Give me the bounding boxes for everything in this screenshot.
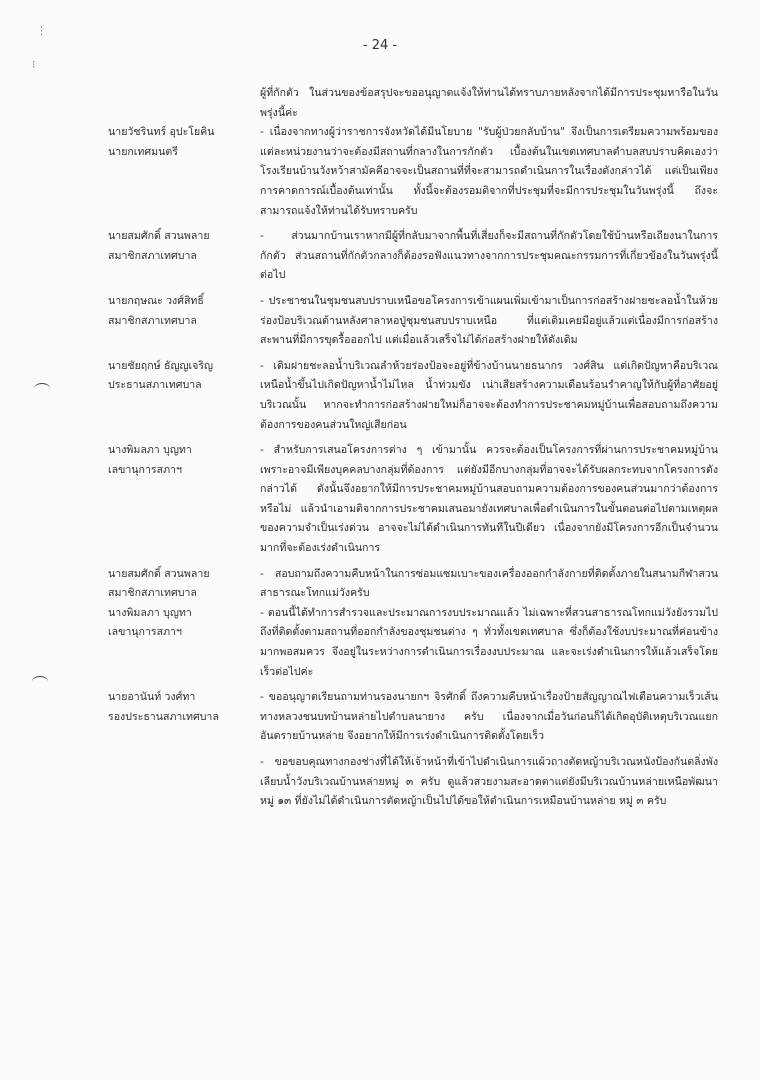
minutes-entry (108, 604, 718, 682)
speaker-position: ประธานสภาเทศบาล (108, 379, 202, 392)
speaker-position: นายกเทศมนตรี (108, 145, 178, 158)
speaker-block (108, 292, 260, 351)
statement-paragraph: - เดิมฝายชะลอน้ำบริเวณลำห้วยร่องป้อจะอยู่ที่ข้างบ้านนายธนากร วงศ์สิน แต่เกิดปัญหาคือบริเวณเหนือน้ำขึ้นไปเกิดปัญหาน้ำไม่ไหล น้ำท่วมขัง เน่าเสียสร้างความเดือนร้อนรำคาญให้กับผู้ที่อาศัยอยู่บริเวณนั้น หากจะทำการก่อสร้างฝายใหม่ก็อาจจะต้องทำการประชาคมหมู่บ้านเพื่อสอบถามถึงความต้องการของคนส่วนใหญ่เสียก่อน (260, 359, 718, 431)
minutes-entry (108, 84, 718, 123)
statement-paragraph: - ขออนุญาตเรียนถามท่านรองนายกฯ จิรศักดิ์ ถึงความคืบหน้าเรื่องป้ายสัญญาณไฟเตือนความเร็วเส้นทางหลวงชนบทบ้านหล่ายไปตำบลนายาง ครับ เนื่องจากเมื่อวันก่อนก็ได้เกิดอุบัติเหตุบริเวณแยกอันตรายบ้านหล่าย จึงอยากให้มีการเร่งดำเนินการติดตั้งโดยเร็ว (260, 691, 718, 743)
speaker-position: สมาชิกสภาเทศบาล (108, 249, 197, 262)
speaker-name: นางพิมลภา บุญทา (108, 444, 192, 457)
statement-paragraph: - ส่วนมากบ้านเราหากมีผู้ที่กลับมาจากพื้นที่เสี่ยงก็จะมีสถานที่กักตัวโดยใช้บ้านหรือเถียงนาในการกักตัว ส่วนสถานที่กักตัวกลางก็ต้องรอฟังแนวทางจากการประชุมคณะกรรมการที่เกี่ยวข้องในวันพรุ่งนี้ต่อไป (260, 230, 718, 282)
binding-hole-mark: ⁝ (32, 58, 36, 71)
speaker-block (108, 123, 260, 221)
speaker-name: นายชัยฤกษ์ ธัญญเจริญ (108, 359, 214, 372)
speaker-name: นายสมศักดิ์ สวนพลาย (108, 230, 210, 243)
minutes-entry (108, 688, 718, 812)
speaker-position: สมาชิกสภาเทศบาล (108, 314, 197, 327)
speaker-block (108, 357, 260, 435)
speaker-name: นายวัชรินทร์ อุปะโยคิน (108, 126, 215, 139)
speaker-position: เลขานุการสภาฯ (108, 463, 182, 476)
statement-paragraph: ผู้ที่กักตัว ในส่วนของข้อสรุปจะขออนุญาตแจ้งให้ท่านได้ทราบภายหลังจากได้มีการประชุมหารือในวันพรุ่งนี้ค่ะ (260, 87, 718, 119)
statement (260, 123, 718, 221)
minutes-entry (108, 227, 718, 286)
speaker-block (108, 688, 260, 812)
statement (260, 357, 718, 435)
speaker-block (108, 84, 260, 123)
binding-hole-mark (34, 383, 50, 394)
statement-paragraph: - ประชาชนในชุมชนสบปราบเหนือขอโครงการเข้าแผนเพิ่มเข้ามาเป็นการก่อสร้างฝายชะลอน้ำในห้วยร่องป้อบริเวณด้านหลังศาลาหอปู่ชุมชนสบปราบเหนือ ที่แต่เดิมเคยมีอยู่แล้วแต่เนื่องมีการก่อสร้างสะพานที่มีการขุดรื้อออกไป แต่เมื่อแล้วเสร็จไม่ได้ก่อสร้างฝายให้ดังเดิม (260, 294, 718, 347)
statement (260, 227, 718, 286)
statement (260, 292, 718, 351)
speaker-position: เลขานุการสภาฯ (108, 626, 182, 639)
speaker-block (108, 604, 260, 682)
statement-paragraph: - เนื่องจากทางผู้ว่าราชการจังหวัดได้มีนโยบาย "รับผู้ป่วยกลับบ้าน" จึงเป็นการเตรียมความพร้อมของแต่ละหน่วยงานว่าจะต้องมีสถานที่กลางในการกักตัว เบื้องต้นในเขตเทศบาลตำบลสบปราบคิดเองว่าโรงเรียนบ้านวังหว้าสามัคคีอาจจะเป็นสถานที่ที่จะสามารถดำเนินการในเรื่องดังกล่าวได้ แต่เป็นเพียงการคาดการณ์เบื้องต้นเท่านั้น ทั้งนี้จะต้องรอมติจากที่ประชุมที่จะมีการประชุมในวันพรุ่งนี้ ถึงจะสามารถแจ้งให้ท่านได้รับทราบครับ (260, 126, 718, 217)
speaker-block (108, 565, 260, 604)
speaker-position: สมาชิกสภาเทศบาล (108, 587, 197, 600)
statement-paragraph: - ตอนนี้ได้ทำการสำรวจและประมาณการงบประมาณแล้ว ไม่เฉพาะที่สวนสาธารณโทกแม่วังยังรวมไปถึงที่ติดตั้งตามสถานที่ออกกำลังของชุมชนต่าง ๆ ทั่วทั้งเขตเทศบาล ซึ่งก็ต้องใช้งบประมาณที่ค่อนข้างมากพอสมควร จึงอยู่ในระหว่างการดำเนินการเรื่องงบประมาณ และจะเร่งดำเนินการให้แล้วเสร็จโดยเร็วต่อไปค่ะ (260, 606, 718, 678)
binding-hole-mark (32, 676, 48, 687)
speaker-block (108, 441, 260, 559)
statement (260, 84, 718, 123)
statement-paragraph: - สอบถามถึงความคืบหน้าในการซ่อมแซมเบาะของเครื่องออกกำลังกายที่ติดตั้งภายในสนามกีฬาสวนสาธารณะโทกแม่วังครับ (260, 567, 718, 600)
speaker-name: นายสมศักดิ์ สวนพลาย (108, 567, 210, 580)
statement-paragraph: - ขอขอบคุณทางกองช่างที่ได้ให้เจ้าหน้าที่เข้าไปดำเนินการแผ้วถางตัดหญ้าบริเวณหนังป้องกันตลิ่งพังเลียบน้ำวังบริเวณบ้านหล่ายหมู่ ๓ ครับ ดูแล้วสวยงามสะอาดตาแต่ยังมีบริเวณบ้านหล่ายเหนือพัฒนา หมู่ ๑๓ ที่ยังไม่ได้ดำเนินการตัดหญ้าเป็นไปได้ขอให้ดำเนินการเหมือนบ้านหล่าย หมู่ ๓ ครับ (260, 756, 718, 808)
statement (260, 441, 718, 559)
speaker-name: นายอานันท์ วงศ์ทา (108, 691, 196, 704)
speaker-position: รองประธานสภาเทศบาล (108, 710, 219, 723)
speaker-name: นางพิมลภา บุญทา (108, 606, 192, 619)
minutes-entry (108, 123, 718, 221)
statement-paragraph: - สำหรับการเสนอโครงการต่าง ๆ เข้ามานั้น ควรจะต้องเป็นโครงการที่ผ่านการประชาคมหมู่บ้าน เพราะอาจมีเพียงบุคคลบางกลุ่มที่ต้องการ แต่ยังมีอีกบางกลุ่มที่อาจจะได้รับผลกระทบจากโครงการดังกล่าวได้ ดังนั้นจึงอยากให้มีการประชาคมหมู่บ้านสอบถามความต้องการของคนส่วนมากว่าต้องการหรือไม่ แล้วนำเอามติจากการประชาคมเสนอมายังเทศบาลเพื่อดำเนินการในขั้นตอนต่อไปตามเหตุผลของความจำเป็นเร่งด่วน อาจจะไม่ได้ดำเนินการทันทีในปีเดียว เนื่องจากยังมีโครงการอีกเป็นจำนวนมากที่จะต้องเร่งดำเนินการ (260, 444, 718, 555)
statement (260, 565, 718, 604)
minutes-entry (108, 357, 718, 435)
statement (260, 688, 718, 812)
statement (260, 604, 718, 682)
page-number: - 24 - (362, 38, 398, 53)
speaker-name: นายกฤษณะ วงศ์สิทธิ์ (108, 294, 204, 307)
minutes-body (108, 84, 718, 812)
speaker-block (108, 227, 260, 286)
binding-hole-mark: ⋮ (36, 24, 47, 37)
minutes-entry (108, 292, 718, 351)
minutes-entry (108, 565, 718, 604)
minutes-entry (108, 441, 718, 559)
